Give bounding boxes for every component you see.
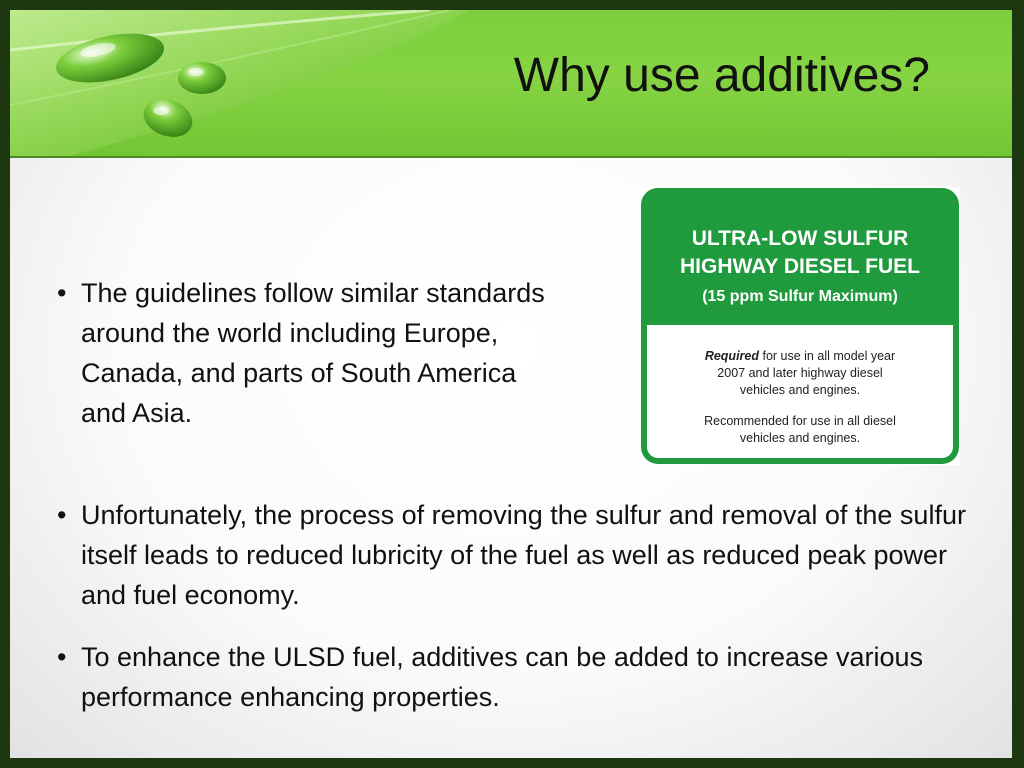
sign-recommended-text-2: vehicles and engines.: [739, 431, 861, 445]
slide-title: Why use additives?: [513, 49, 930, 102]
sign-required-text-2: 2007 and later highway diesel: [717, 366, 883, 380]
sign-required-text-1: for use in all model year: [759, 349, 896, 363]
header-banner: [10, 10, 1012, 156]
bullet-item: • The guidelines follow similar standards around the world including Europe, Canada, and parts of South America and Asia.: [54, 273, 561, 433]
svg-text:Required for use in all model: [705, 349, 895, 363]
sign-required-text-3: vehicles and engines.: [739, 383, 861, 397]
sign-line-3: (15 ppm Sulfur Maximum): [702, 288, 898, 305]
sign-line-1: ULTRA-LOW SULFUR: [691, 227, 909, 250]
bullet-item: • Unfortunately, the process of removing the sulfur and removal of the sulfur itself leads to reduced lubricity of the fuel as well as reduced peak power and fuel economy.: [54, 495, 971, 615]
sign-recommended-text-1: Recommended for use in all diesel: [704, 414, 896, 428]
header-divider: [10, 156, 1012, 158]
sign-line-2: HIGHWAY DIESEL FUEL: [680, 255, 920, 278]
ulsd-fuel-sign: [640, 187, 960, 465]
sign-required-word: Required: [704, 349, 759, 363]
bullet-item: • To enhance the ULSD fuel, additives can be added to increase various performance enhancing properties.: [54, 637, 971, 717]
slide: [10, 10, 1012, 758]
ulsd-fuel-sign-image: [640, 187, 960, 465]
